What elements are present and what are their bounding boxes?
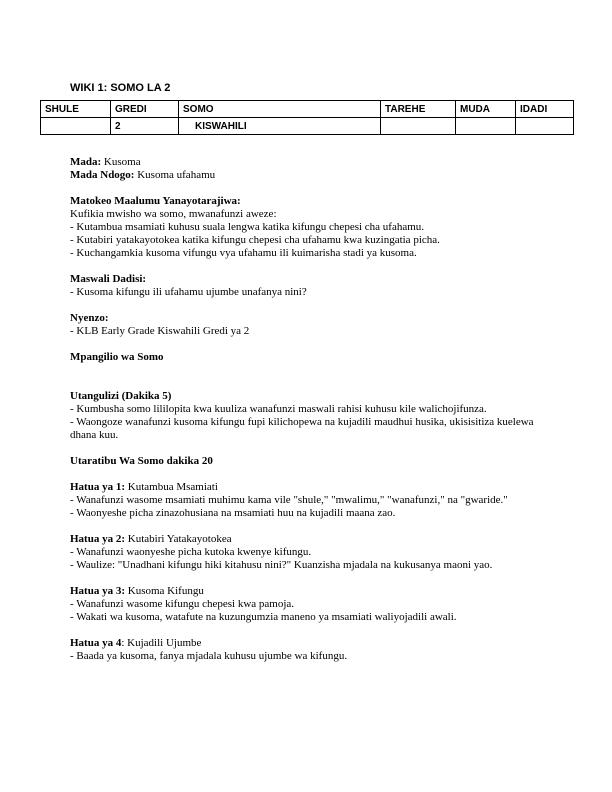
table-value-row — [41, 118, 574, 135]
hatua-3-item: - Wakati wa kusoma, watafute na kuzungumzia maneno ya msamiati waliyojadili awali. — [70, 611, 457, 623]
hatua-3-title: Kusoma Kifungu — [125, 585, 204, 597]
hatua-1-title: Kutambua Msamiati — [125, 481, 218, 493]
header-cell-shule: SHULE — [41, 101, 111, 118]
nyenzo-block — [70, 312, 542, 338]
hatua-3-item: - Wanafunzi wasome kifungu chepesi kwa pamoja. — [70, 598, 295, 610]
cell-gredi: 2 — [111, 118, 179, 135]
utangulizi-heading: Utangulizi (Dakika 5) — [70, 390, 172, 402]
matokeo-intro: Kufikia mwisho wa somo, mwanafunzi aweze: — [70, 208, 277, 220]
hatua-3-heading-line — [70, 585, 542, 598]
maswali-item: - Kusoma kifungu ili ufahamu ujumbe unafanya nini? — [70, 286, 307, 298]
maswali-block — [70, 273, 542, 299]
matokeo-block — [70, 195, 542, 260]
hatua-1-label: Hatua ya 1: — [70, 481, 125, 493]
mada-ndogo-line — [70, 169, 542, 182]
cell-somo: KISWAHILI — [179, 118, 381, 135]
matokeo-item: - Kutabiri yatakayotokea katika kifungu chepesi cha ufahamu kwa kuzingatia picha. — [70, 234, 440, 246]
header-cell-idadi: IDADI — [516, 101, 574, 118]
hatua-4-heading-line — [70, 637, 542, 650]
header-cell-tarehe: TAREHE — [381, 101, 456, 118]
table-header-row — [41, 101, 574, 118]
hatua-1-heading-line — [70, 481, 542, 494]
cell-shule — [41, 118, 111, 135]
maswali-heading: Maswali Dadisi: — [70, 273, 147, 285]
hatua-1-item: - Wanafunzi wasome msamiati muhimu kama vile "shule," "mwalimu," "wanafunzi," na "gwaride." — [70, 494, 508, 506]
lesson-info-table — [40, 100, 574, 135]
page-title: WIKI 1: SOMO LA 2 — [70, 82, 171, 94]
utangulizi-item: - Kumbusha somo lililopita kwa kuuliza wanafunzi maswali rahisi kuhusu kile walichojifunza. — [70, 403, 487, 415]
mada-block — [70, 156, 542, 182]
hatua-4-block — [70, 637, 542, 663]
mada-ndogo-label: Mada Ndogo: — [70, 169, 135, 181]
hatua-2-label: Hatua ya 2: — [70, 533, 125, 545]
mada-value: Kusoma — [101, 156, 141, 168]
hatua-2-title: Kutabiri Yatakayotokea — [125, 533, 232, 545]
utaratibu-block — [70, 455, 542, 468]
matokeo-item: - Kutambua msamiati kuhusu suala lengwa katika kifungu chepesi cha ufahamu. — [70, 221, 425, 233]
mpangilio-block — [70, 351, 542, 364]
nyenzo-heading: Nyenzo: — [70, 312, 109, 324]
lesson-content — [70, 156, 542, 663]
hatua-2-item: - Waulize: "Unadhani kifungu hiki kitahusu nini?" Kuanzisha mjadala na kukusanya maoni yao. — [70, 559, 493, 571]
cell-muda — [456, 118, 516, 135]
mada-label: Mada: — [70, 156, 102, 168]
hatua-3-block — [70, 585, 542, 624]
utaratibu-heading: Utaratibu Wa Somo dakika 20 — [70, 455, 213, 467]
hatua-2-item: - Wanafunzi waonyeshe picha kutoka kwenye kifungu. — [70, 546, 312, 558]
utangulizi-item: - Waongoze wanafunzi kusoma kifungu fupi kilichopewa na kujadili maudhui husika, ukisisitiza kuelewa dhana kuu. — [70, 416, 534, 441]
matokeo-item: - Kuchangamkia kusoma vifungu vya ufahamu ili kuimarisha stadi ya kusoma. — [70, 247, 417, 259]
cell-idadi — [516, 118, 574, 135]
mpangilio-heading: Mpangilio wa Somo — [70, 351, 164, 363]
matokeo-heading: Matokeo Maalumu Yanayotarajiwa: — [70, 195, 241, 207]
hatua-2-block — [70, 533, 542, 572]
header-cell-gredi: GREDI — [111, 101, 179, 118]
cell-tarehe — [381, 118, 456, 135]
mada-line — [70, 156, 542, 169]
mada-ndogo-value: Kusoma ufahamu — [134, 169, 216, 181]
hatua-1-block — [70, 481, 542, 520]
hatua-3-label: Hatua ya 3: — [70, 585, 125, 597]
hatua-4-title: : Kujadili Ujumbe — [121, 637, 202, 649]
header-cell-somo: SOMO — [179, 101, 381, 118]
nyenzo-item: - KLB Early Grade Kiswahili Gredi ya 2 — [70, 325, 250, 337]
hatua-1-item: - Waonyeshe picha zinazohusiana na msamiati huu na kujadili maana zao. — [70, 507, 396, 519]
hatua-4-item: - Baada ya kusoma, fanya mjadala kuhusu ujumbe wa kifungu. — [70, 650, 348, 662]
hatua-4-label: Hatua ya 4 — [70, 637, 122, 649]
hatua-2-heading-line — [70, 533, 542, 546]
header-cell-muda: MUDA — [456, 101, 516, 118]
utangulizi-block — [70, 390, 542, 442]
